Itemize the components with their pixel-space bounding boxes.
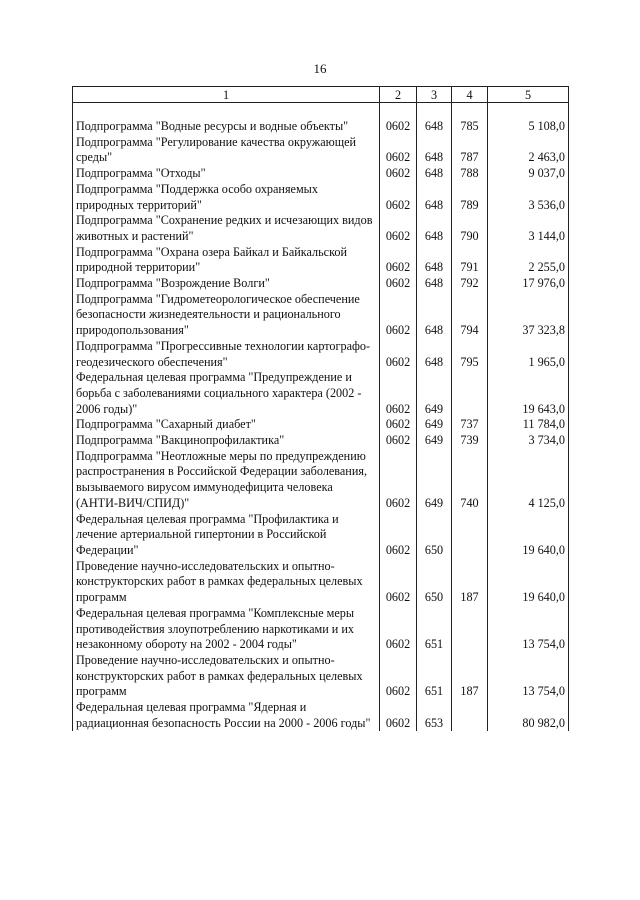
row-amount-cell: 2 255,0 bbox=[488, 245, 569, 276]
row-amount-cell: 19 640,0 bbox=[488, 559, 569, 606]
table-body bbox=[73, 103, 569, 732]
row-code-4-cell bbox=[452, 370, 488, 417]
row-name-cell: Подпрограмма "Сохранение редких и исчезающих видов животных и растений" bbox=[73, 213, 380, 244]
row-name-cell: Федеральная целевая программа "Ядерная и радиационная безопасность России на 2000 - 2006 годы" bbox=[73, 700, 380, 731]
row-code-3-cell: 648 bbox=[417, 119, 452, 135]
table-row bbox=[73, 135, 569, 166]
row-amount-cell: 19 640,0 bbox=[488, 512, 569, 559]
row-code-2-cell: 0602 bbox=[380, 653, 417, 700]
row-amount-cell: 2 463,0 bbox=[488, 135, 569, 166]
row-amount-cell: 13 754,0 bbox=[488, 606, 569, 653]
row-code-2-cell: 0602 bbox=[380, 292, 417, 339]
row-code-4-cell: 795 bbox=[452, 339, 488, 370]
table-row bbox=[73, 245, 569, 276]
row-name-cell: Подпрограмма "Регулирование качества окружающей среды" bbox=[73, 135, 380, 166]
table-row bbox=[73, 433, 569, 449]
row-code-2-cell: 0602 bbox=[380, 182, 417, 213]
row-code-3-cell: 649 bbox=[417, 417, 452, 433]
row-amount-cell: 11 784,0 bbox=[488, 417, 569, 433]
row-code-3-cell: 650 bbox=[417, 512, 452, 559]
table-row bbox=[73, 512, 569, 559]
row-code-3-cell: 649 bbox=[417, 370, 452, 417]
row-code-2-cell: 0602 bbox=[380, 166, 417, 182]
row-code-3-cell: 651 bbox=[417, 606, 452, 653]
column-header-2: 2 bbox=[380, 87, 417, 103]
row-name-cell: Подпрограмма "Сахарный диабет" bbox=[73, 417, 380, 433]
row-code-2-cell: 0602 bbox=[380, 433, 417, 449]
table-row bbox=[73, 370, 569, 417]
column-header-5: 5 bbox=[488, 87, 569, 103]
row-code-3-cell: 648 bbox=[417, 245, 452, 276]
table-row bbox=[73, 119, 569, 135]
budget-table bbox=[72, 86, 569, 731]
row-amount-cell: 3 144,0 bbox=[488, 213, 569, 244]
row-code-4-cell: 791 bbox=[452, 245, 488, 276]
row-code-4-cell: 794 bbox=[452, 292, 488, 339]
row-code-2-cell: 0602 bbox=[380, 245, 417, 276]
row-code-2-cell: 0602 bbox=[380, 417, 417, 433]
row-name-cell: Подпрограмма "Возрождение Волги" bbox=[73, 276, 380, 292]
row-code-2-cell: 0602 bbox=[380, 559, 417, 606]
row-code-4-cell bbox=[452, 606, 488, 653]
row-name-cell: Подпрограмма "Гидрометеорологическое обеспечение безопасности жизнедеятельности и рационального природопользования" bbox=[73, 292, 380, 339]
column-header-3: 3 bbox=[417, 87, 452, 103]
row-code-4-cell: 790 bbox=[452, 213, 488, 244]
row-code-3-cell: 648 bbox=[417, 213, 452, 244]
table-row bbox=[73, 339, 569, 370]
row-amount-cell: 17 976,0 bbox=[488, 276, 569, 292]
row-name-cell: Подпрограмма "Вакцинопрофилактика" bbox=[73, 433, 380, 449]
row-code-2-cell: 0602 bbox=[380, 213, 417, 244]
row-code-3-cell: 650 bbox=[417, 559, 452, 606]
row-name-cell: Подпрограмма "Отходы" bbox=[73, 166, 380, 182]
table-header-row bbox=[73, 87, 569, 103]
row-code-4-cell: 187 bbox=[452, 559, 488, 606]
table-row bbox=[73, 606, 569, 653]
row-code-2-cell: 0602 bbox=[380, 135, 417, 166]
row-code-4-cell: 737 bbox=[452, 417, 488, 433]
row-name-cell: Подпрограмма "Прогрессивные технологии картографо-геодезического обеспечения" bbox=[73, 339, 380, 370]
table-row bbox=[73, 166, 569, 182]
table-row bbox=[73, 449, 569, 512]
row-code-2-cell: 0602 bbox=[380, 276, 417, 292]
row-code-3-cell: 653 bbox=[417, 700, 452, 731]
table-row bbox=[73, 417, 569, 433]
row-code-2-cell: 0602 bbox=[380, 512, 417, 559]
row-code-4-cell: 789 bbox=[452, 182, 488, 213]
row-code-4-cell: 788 bbox=[452, 166, 488, 182]
row-amount-cell: 80 982,0 bbox=[488, 700, 569, 731]
row-amount-cell: 3 536,0 bbox=[488, 182, 569, 213]
spacer-row bbox=[73, 103, 569, 120]
row-code-4-cell: 740 bbox=[452, 449, 488, 512]
row-code-3-cell: 648 bbox=[417, 276, 452, 292]
row-name-cell: Подпрограмма "Охрана озера Байкал и Байкальской природной территории" bbox=[73, 245, 380, 276]
row-amount-cell: 4 125,0 bbox=[488, 449, 569, 512]
row-code-2-cell: 0602 bbox=[380, 119, 417, 135]
row-code-4-cell: 785 bbox=[452, 119, 488, 135]
row-code-3-cell: 648 bbox=[417, 292, 452, 339]
column-header-1: 1 bbox=[73, 87, 380, 103]
row-code-3-cell: 649 bbox=[417, 449, 452, 512]
row-name-cell: Проведение научно-исследовательских и опытно-конструкторских работ в рамках федеральных целевых программ bbox=[73, 653, 380, 700]
row-name-cell: Подпрограмма "Неотложные меры по предупреждению распространения в Российской Федерации заболевания, вызываемого вирусом иммунодефицита человека (АНТИ-ВИЧ/СПИД)" bbox=[73, 449, 380, 512]
table-row bbox=[73, 276, 569, 292]
row-code-3-cell: 648 bbox=[417, 182, 452, 213]
row-code-3-cell: 648 bbox=[417, 135, 452, 166]
row-amount-cell: 37 323,8 bbox=[488, 292, 569, 339]
row-code-4-cell: 787 bbox=[452, 135, 488, 166]
row-code-4-cell bbox=[452, 700, 488, 731]
page-number: 16 bbox=[313, 61, 327, 76]
table-row bbox=[73, 559, 569, 606]
table-row bbox=[73, 653, 569, 700]
row-name-cell: Федеральная целевая программа "Профилактика и лечение артериальной гипертонии в Российской Федерации" bbox=[73, 512, 380, 559]
row-code-2-cell: 0602 bbox=[380, 606, 417, 653]
row-amount-cell: 5 108,0 bbox=[488, 119, 569, 135]
table-row bbox=[73, 182, 569, 213]
table-row bbox=[73, 292, 569, 339]
row-name-cell: Подпрограмма "Поддержка особо охраняемых природных территорий" bbox=[73, 182, 380, 213]
table-row bbox=[73, 213, 569, 244]
row-amount-cell: 19 643,0 bbox=[488, 370, 569, 417]
row-name-cell: Федеральная целевая программа "Предупреждение и борьба с заболеваниями социального характера (2002 - 2006 годы)" bbox=[73, 370, 380, 417]
row-code-3-cell: 651 bbox=[417, 653, 452, 700]
row-code-3-cell: 648 bbox=[417, 166, 452, 182]
row-code-2-cell: 0602 bbox=[380, 339, 417, 370]
row-amount-cell: 1 965,0 bbox=[488, 339, 569, 370]
row-amount-cell: 3 734,0 bbox=[488, 433, 569, 449]
column-header-4: 4 bbox=[452, 87, 488, 103]
row-code-3-cell: 649 bbox=[417, 433, 452, 449]
table-row bbox=[73, 700, 569, 731]
row-name-cell: Подпрограмма "Водные ресурсы и водные объекты" bbox=[73, 119, 380, 135]
row-code-3-cell: 648 bbox=[417, 339, 452, 370]
row-code-4-cell: 187 bbox=[452, 653, 488, 700]
row-name-cell: Федеральная целевая программа "Комплексные меры противодействия злоупотреблению наркотиками и их незаконному обороту на 2002 - 2004 годы" bbox=[73, 606, 380, 653]
row-code-4-cell: 792 bbox=[452, 276, 488, 292]
row-amount-cell: 13 754,0 bbox=[488, 653, 569, 700]
row-code-4-cell bbox=[452, 512, 488, 559]
row-code-2-cell: 0602 bbox=[380, 700, 417, 731]
row-code-2-cell: 0602 bbox=[380, 370, 417, 417]
row-code-4-cell: 739 bbox=[452, 433, 488, 449]
row-amount-cell: 9 037,0 bbox=[488, 166, 569, 182]
row-code-2-cell: 0602 bbox=[380, 449, 417, 512]
row-name-cell: Проведение научно-исследовательских и опытно-конструкторских работ в рамках федеральных целевых программ bbox=[73, 559, 380, 606]
